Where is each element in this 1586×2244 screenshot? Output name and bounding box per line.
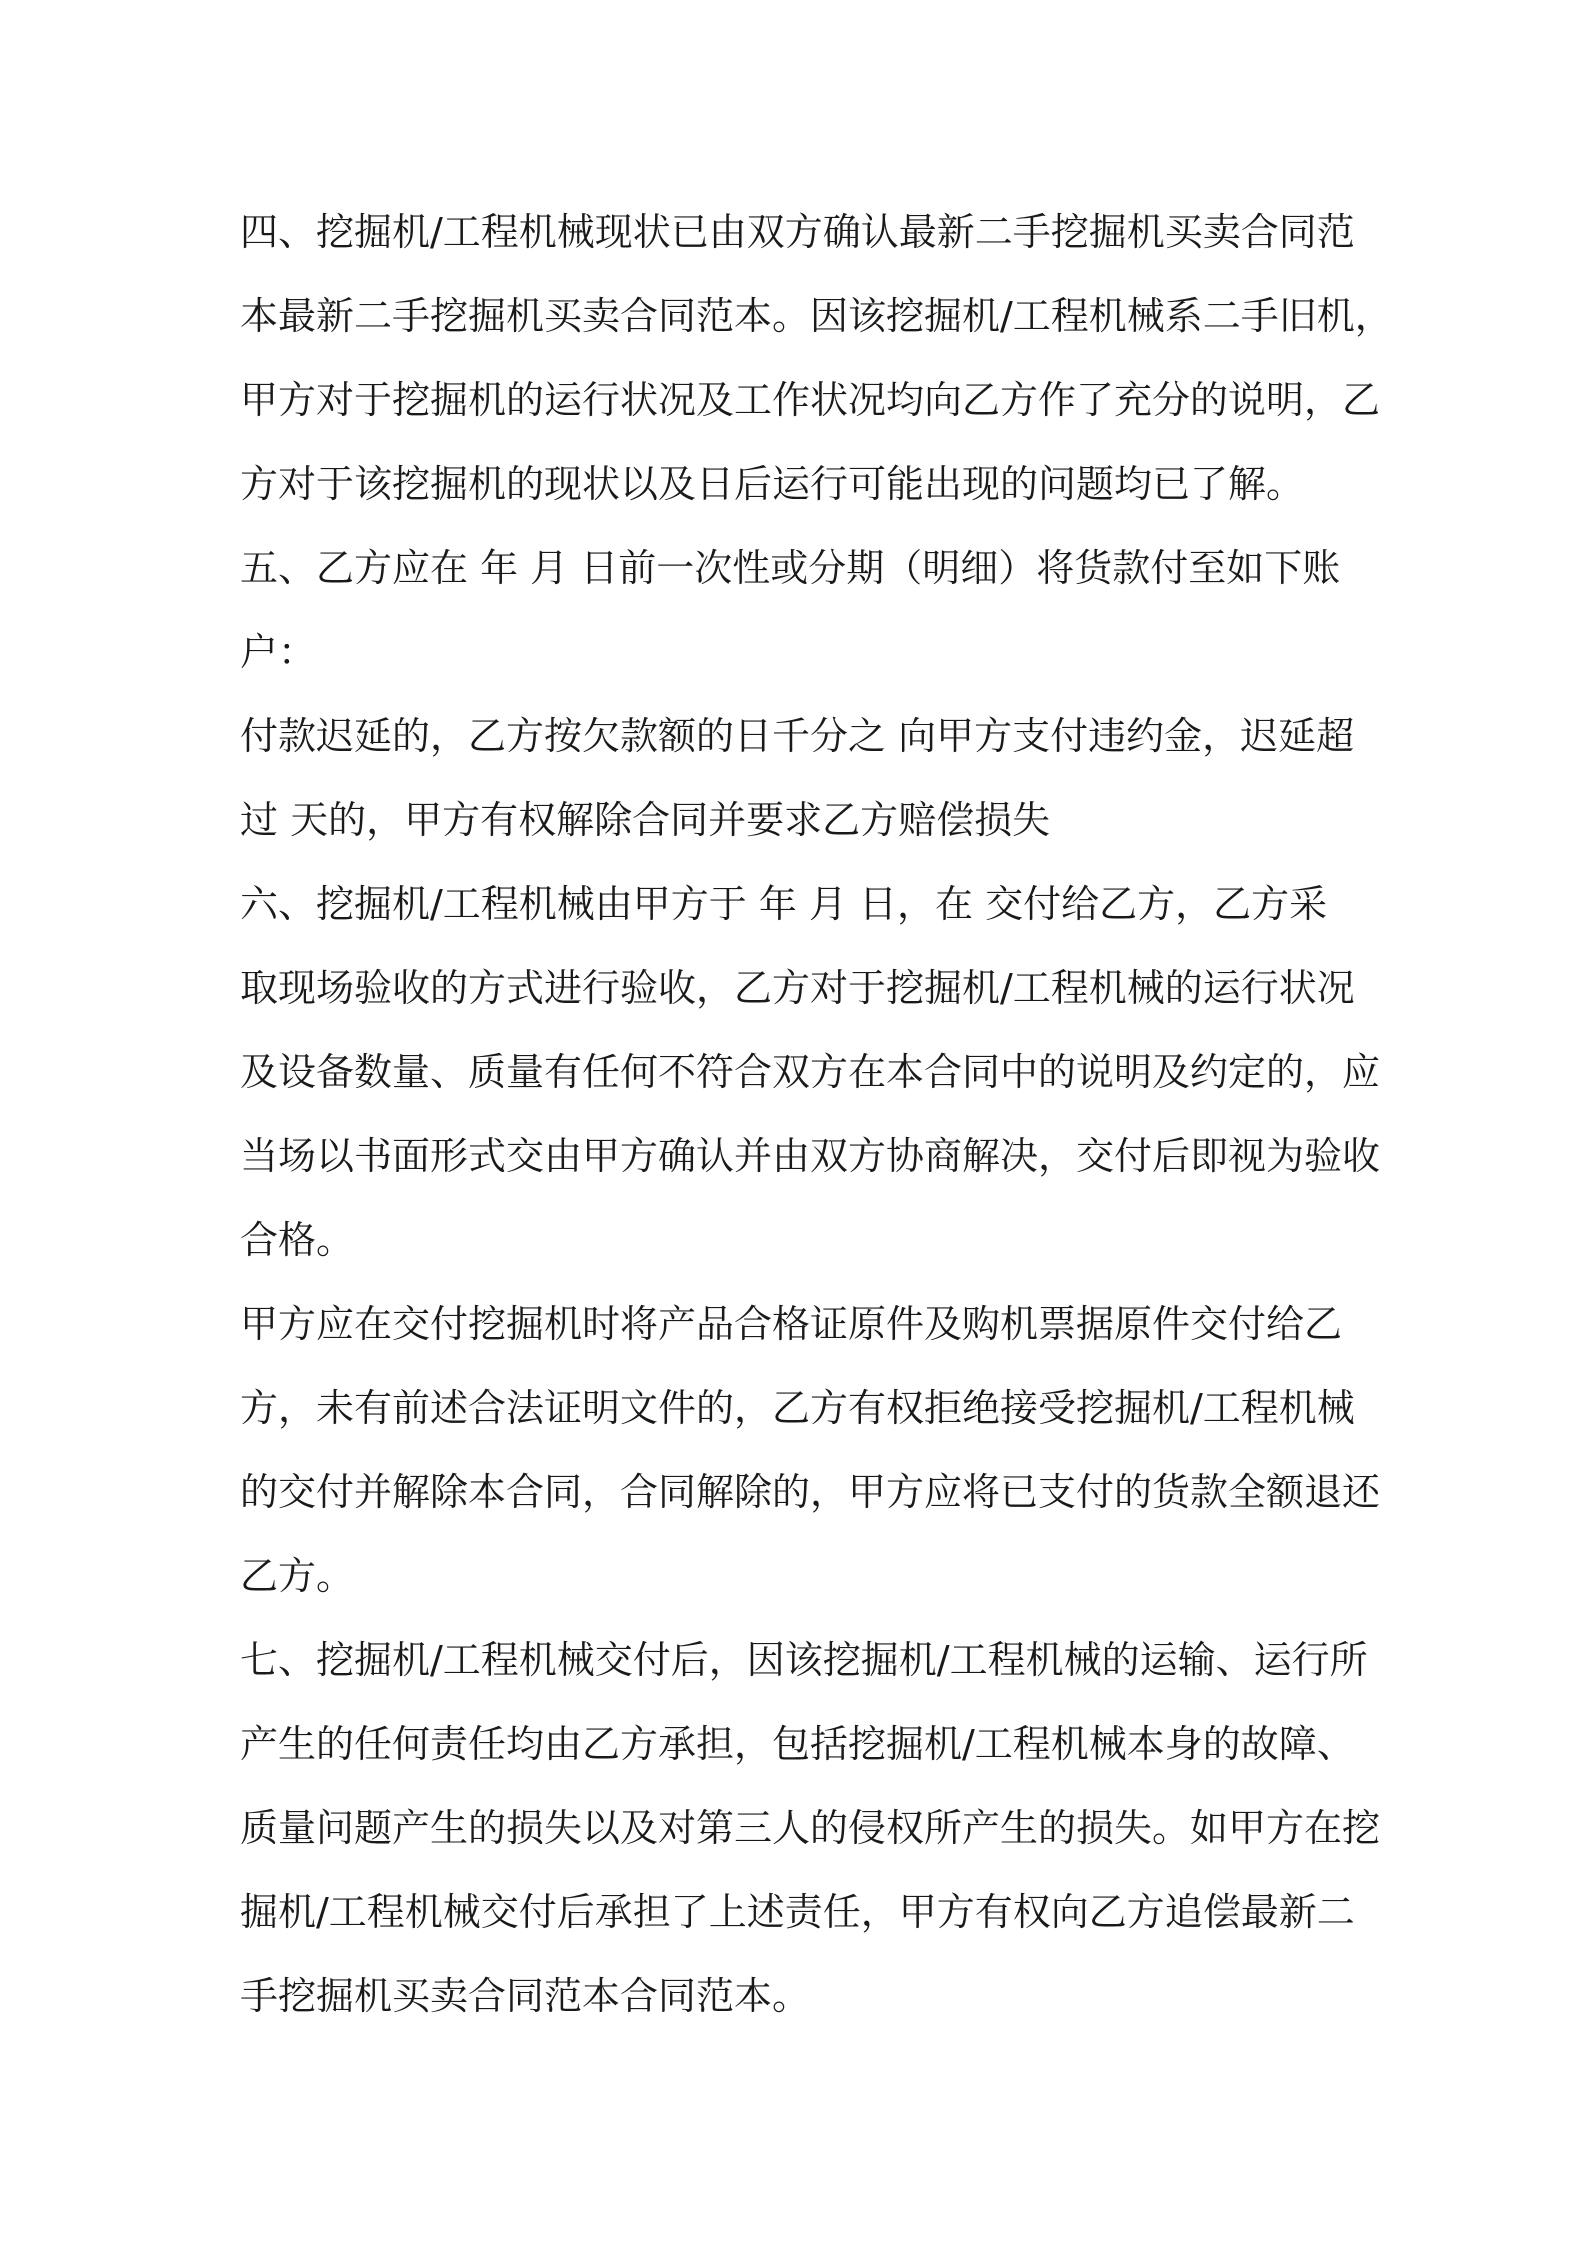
text-line: 当场以书面形式交由甲方确认并由双方协商解决，交付后即视为验收 [240,1134,1381,1178]
text-line: 方，未有前述合法证明文件的，乙方有权拒绝接受挖掘机/工程机械 [240,1386,1355,1430]
contract-text [240,190,1393,2038]
text-line: 甲方应在交付挖掘机时将产品合格证原件及购机票据原件交付给乙 [240,1302,1343,1346]
text-line: 的交付并解除本合同，合同解除的，甲方应将已支付的货款全额退还 [240,1470,1381,1514]
text-line: 及设备数量、质量有任何不符合双方在本合同中的说明及约定的，应 [240,1050,1381,1094]
text-line: 合格。 [240,1218,355,1262]
text-line: 付款迟延的，乙方按欠款额的日千分之 向甲方支付违约金，迟延超 [240,714,1355,758]
text-line: 七、挖掘机/工程机械交付后，因该挖掘机/工程机械的运输、运行所 [240,1638,1368,1682]
text-line: 产生的任何责任均由乙方承担，包括挖掘机/工程机械本身的故障、 [240,1722,1355,1766]
text-line: 甲方对于挖掘机的运行状况及工作状况均向乙方作了充分的说明，乙 [240,378,1381,422]
text-line: 掘机/工程机械交付后承担了上述责任，甲方有权向乙方追偿最新二 [240,1890,1355,1934]
text-line: 质量问题产生的损失以及对第三人的侵权所产生的损失。如甲方在挖 [240,1806,1381,1850]
text-line: 方对于该挖掘机的现状以及日后运行可能出现的问题均已了解。 [240,462,1305,506]
text-line: 五、乙方应在 年 月 日前一次性或分期（明细）将货款付至如下账 [240,546,1341,590]
text-line: 户： [240,630,317,674]
text-line: 手挖掘机买卖合同范本合同范本。 [240,1974,811,2018]
text-line: 过 天的，甲方有权解除合同并要求乙方赔偿损失 [240,798,1051,842]
text-line: 六、挖掘机/工程机械由甲方于 年 月 日，在 交付给乙方，乙方采 [240,882,1328,926]
text-line: 本最新二手挖掘机买卖合同范本。因该挖掘机/工程机械系二手旧机， [240,294,1393,338]
text-line: 取现场验收的方式进行验收，乙方对于挖掘机/工程机械的运行状况 [240,966,1355,1010]
text-line: 四、挖掘机/工程机械现状已由双方确认最新二手挖掘机买卖合同范 [240,210,1355,254]
text-line: 乙方。 [240,1554,355,1598]
